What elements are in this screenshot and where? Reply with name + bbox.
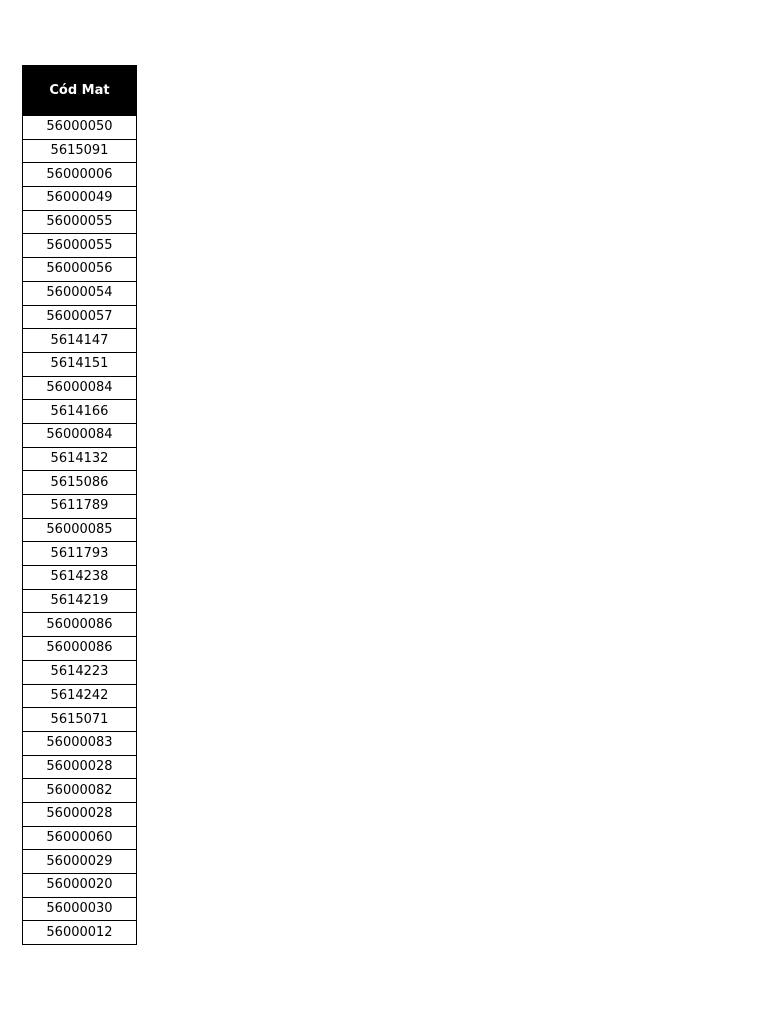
table-row — [23, 542, 137, 566]
material-code-cell: 56000050 — [23, 116, 137, 140]
material-code-cell: 5614166 — [23, 400, 137, 424]
material-code-cell: 5615071 — [23, 708, 137, 732]
table-row — [23, 423, 137, 447]
table-row — [23, 447, 137, 471]
table-row — [23, 163, 137, 187]
material-code-cell: 56000030 — [23, 897, 137, 921]
table-row — [23, 116, 137, 140]
table-row — [23, 708, 137, 732]
material-code-cell: 56000012 — [23, 921, 137, 945]
material-code-cell: 56000006 — [23, 163, 137, 187]
table-row — [23, 258, 137, 282]
material-code-cell: 56000086 — [23, 613, 137, 637]
material-code-cell: 5614242 — [23, 684, 137, 708]
table-row — [23, 897, 137, 921]
material-code-cell: 56000083 — [23, 731, 137, 755]
material-code-cell: 5614238 — [23, 566, 137, 590]
table-row — [23, 400, 137, 424]
table-row — [23, 210, 137, 234]
material-code-cell: 5614219 — [23, 589, 137, 613]
table-row — [23, 660, 137, 684]
material-code-cell: 5611789 — [23, 495, 137, 519]
table-row — [23, 471, 137, 495]
table-row — [23, 187, 137, 211]
material-code-cell: 56000057 — [23, 305, 137, 329]
table-row — [23, 826, 137, 850]
table-row — [23, 755, 137, 779]
table-row — [23, 921, 137, 945]
table-row — [23, 613, 137, 637]
table-row — [23, 566, 137, 590]
material-code-table — [22, 65, 137, 945]
table-row — [23, 305, 137, 329]
table-row — [23, 637, 137, 661]
table-row — [23, 589, 137, 613]
material-code-cell: 5615086 — [23, 471, 137, 495]
material-code-cell: 5615091 — [23, 139, 137, 163]
material-code-cell: 5614151 — [23, 352, 137, 376]
material-code-cell: 56000028 — [23, 802, 137, 826]
header-row — [23, 66, 137, 116]
table-row — [23, 281, 137, 305]
table-row — [23, 139, 137, 163]
table-row — [23, 874, 137, 898]
material-code-cell: 56000055 — [23, 210, 137, 234]
material-code-cell: 5614223 — [23, 660, 137, 684]
table-row — [23, 376, 137, 400]
material-code-cell: 56000082 — [23, 779, 137, 803]
table-row — [23, 329, 137, 353]
table-row — [23, 779, 137, 803]
material-code-cell: 56000029 — [23, 850, 137, 874]
material-code-cell: 56000028 — [23, 755, 137, 779]
table-row — [23, 352, 137, 376]
table-body — [23, 116, 137, 945]
material-code-cell: 56000084 — [23, 423, 137, 447]
table-row — [23, 802, 137, 826]
material-code-cell: 5611793 — [23, 542, 137, 566]
material-code-cell: 56000086 — [23, 637, 137, 661]
material-code-cell: 5614147 — [23, 329, 137, 353]
table-row — [23, 518, 137, 542]
table-row — [23, 850, 137, 874]
table-row — [23, 731, 137, 755]
material-code-cell: 56000085 — [23, 518, 137, 542]
material-code-cell: 56000056 — [23, 258, 137, 282]
material-code-cell: 56000084 — [23, 376, 137, 400]
material-code-cell: 56000060 — [23, 826, 137, 850]
table-row — [23, 684, 137, 708]
table-row — [23, 234, 137, 258]
material-code-cell: 56000054 — [23, 281, 137, 305]
table-row — [23, 495, 137, 519]
material-code-cell: 56000055 — [23, 234, 137, 258]
column-header-cod-mat: Cód Mat — [23, 66, 137, 116]
material-code-cell: 56000020 — [23, 874, 137, 898]
material-code-cell: 56000049 — [23, 187, 137, 211]
material-code-cell: 5614132 — [23, 447, 137, 471]
